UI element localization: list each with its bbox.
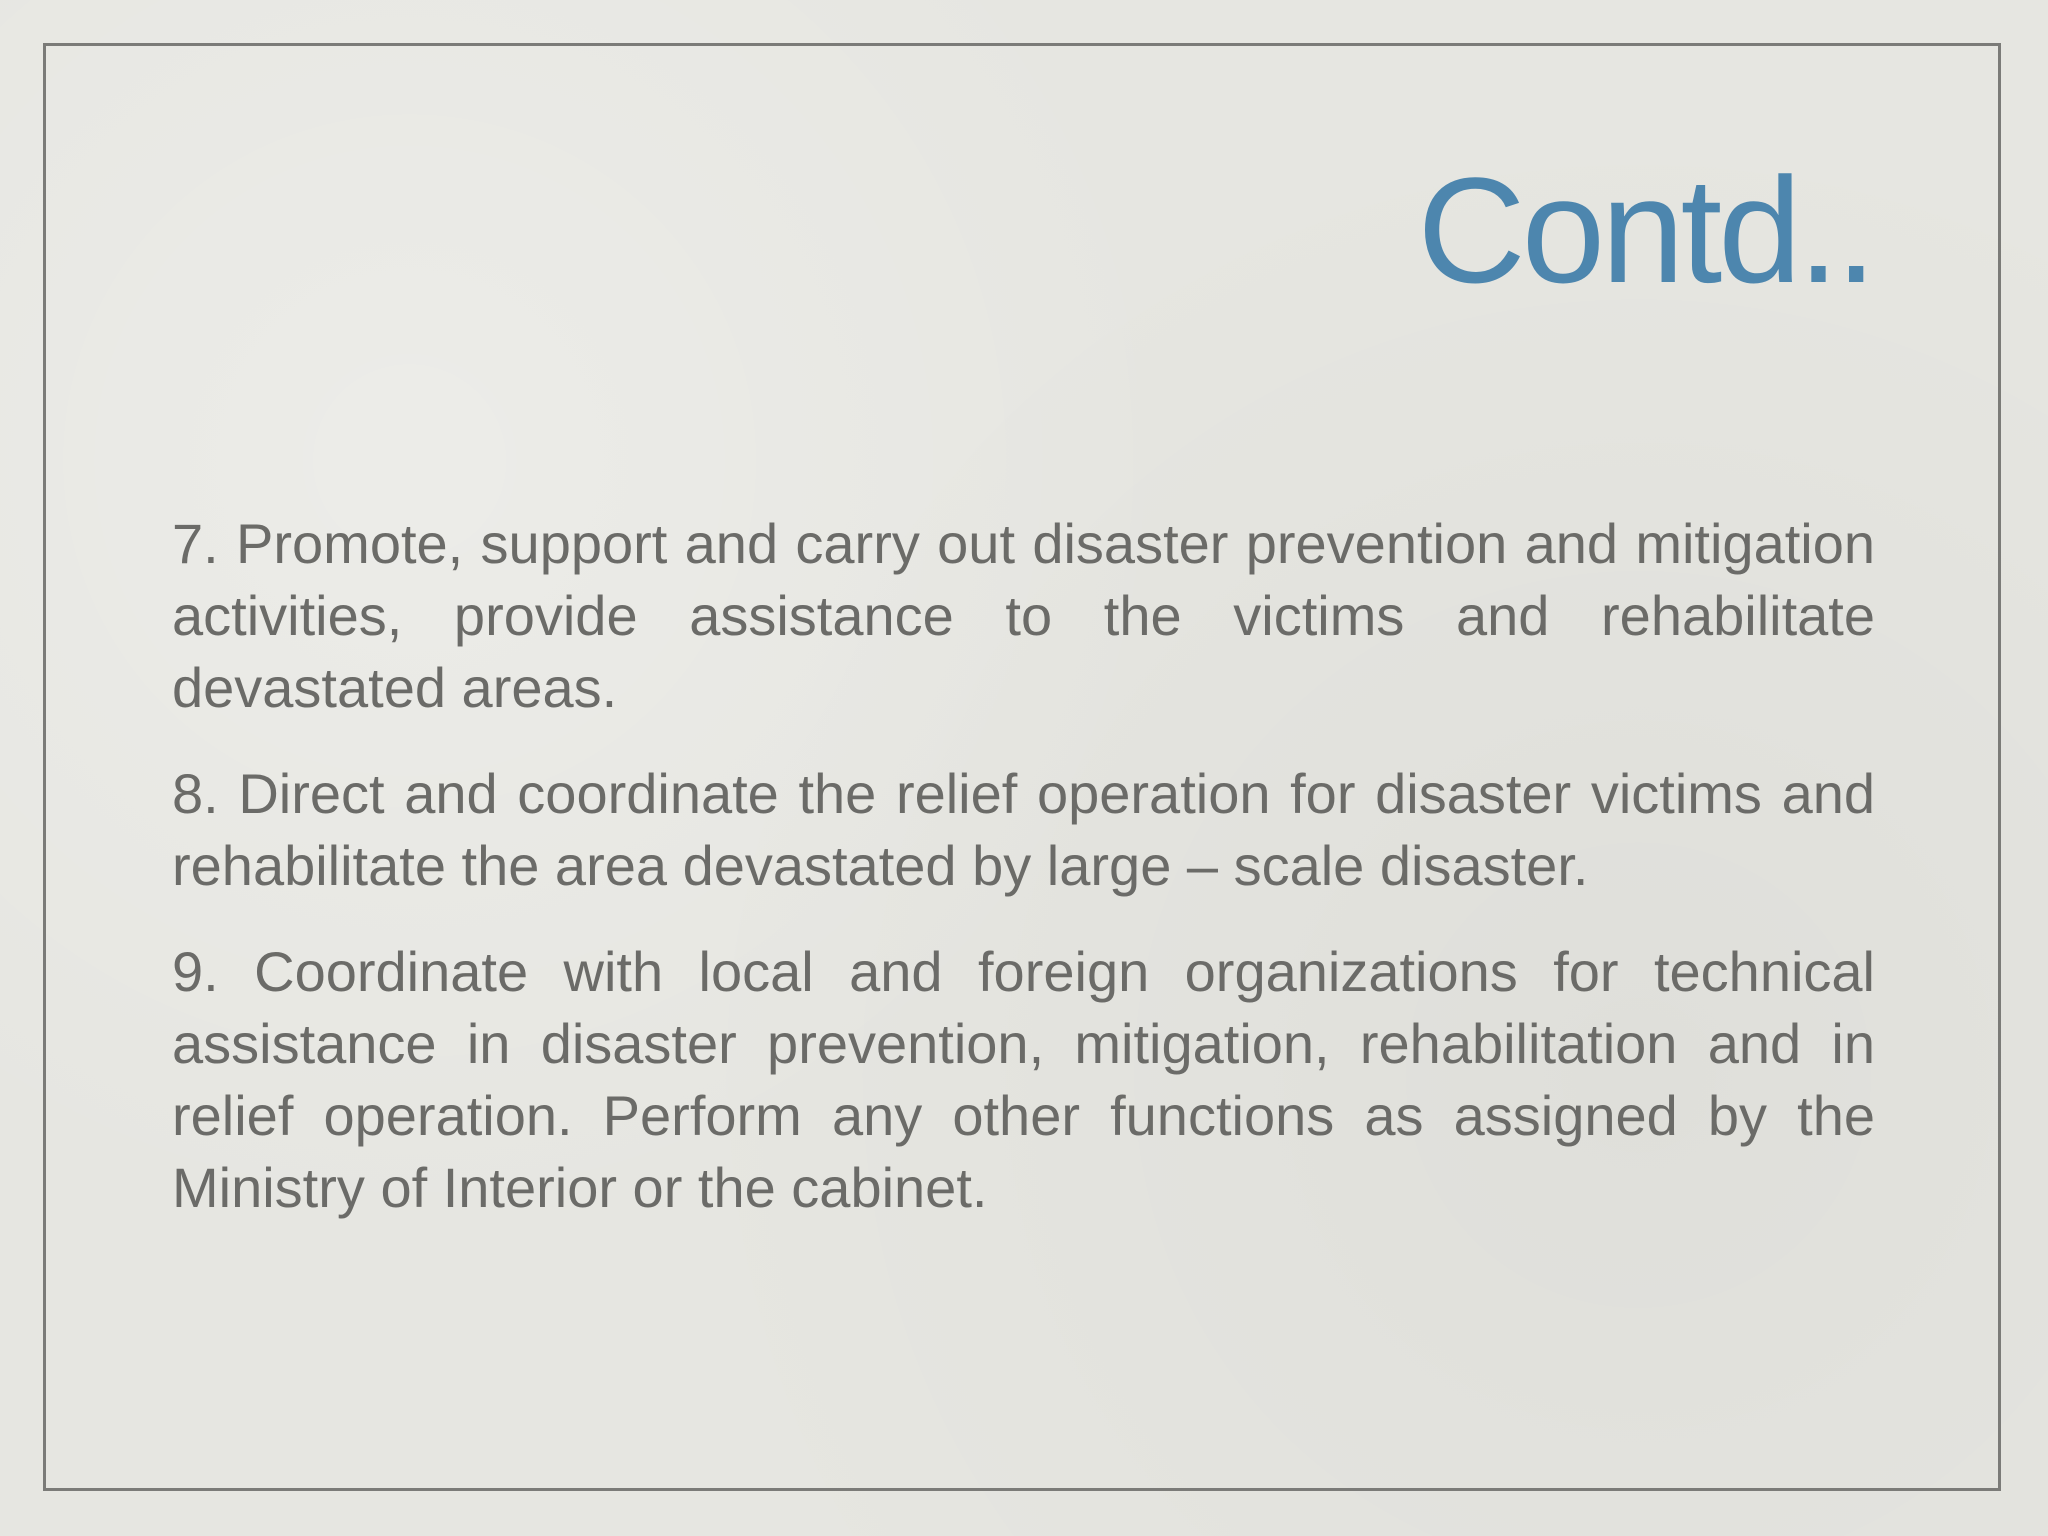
list-item-8: 8. Direct and coordinate the relief operation for disaster victims and rehabilitate the area devastated by large – scale disaster.: [172, 762, 1875, 897]
slide-content: [172, 508, 1875, 1258]
list-item-7: 7. Promote, support and carry out disaster prevention and mitigation activities, provide assistance to the victims and rehabilitate devastated areas.: [172, 512, 1875, 719]
list-item-9: 9. Coordinate with local and foreign organizations for technical assistance in disaster prevention, mitigation, rehabilitation and in relief operation. Perform any other functions as assigned by the Ministry of Interior or the cabinet.: [172, 940, 1875, 1219]
slide-title: Contd..: [1417, 146, 1873, 314]
